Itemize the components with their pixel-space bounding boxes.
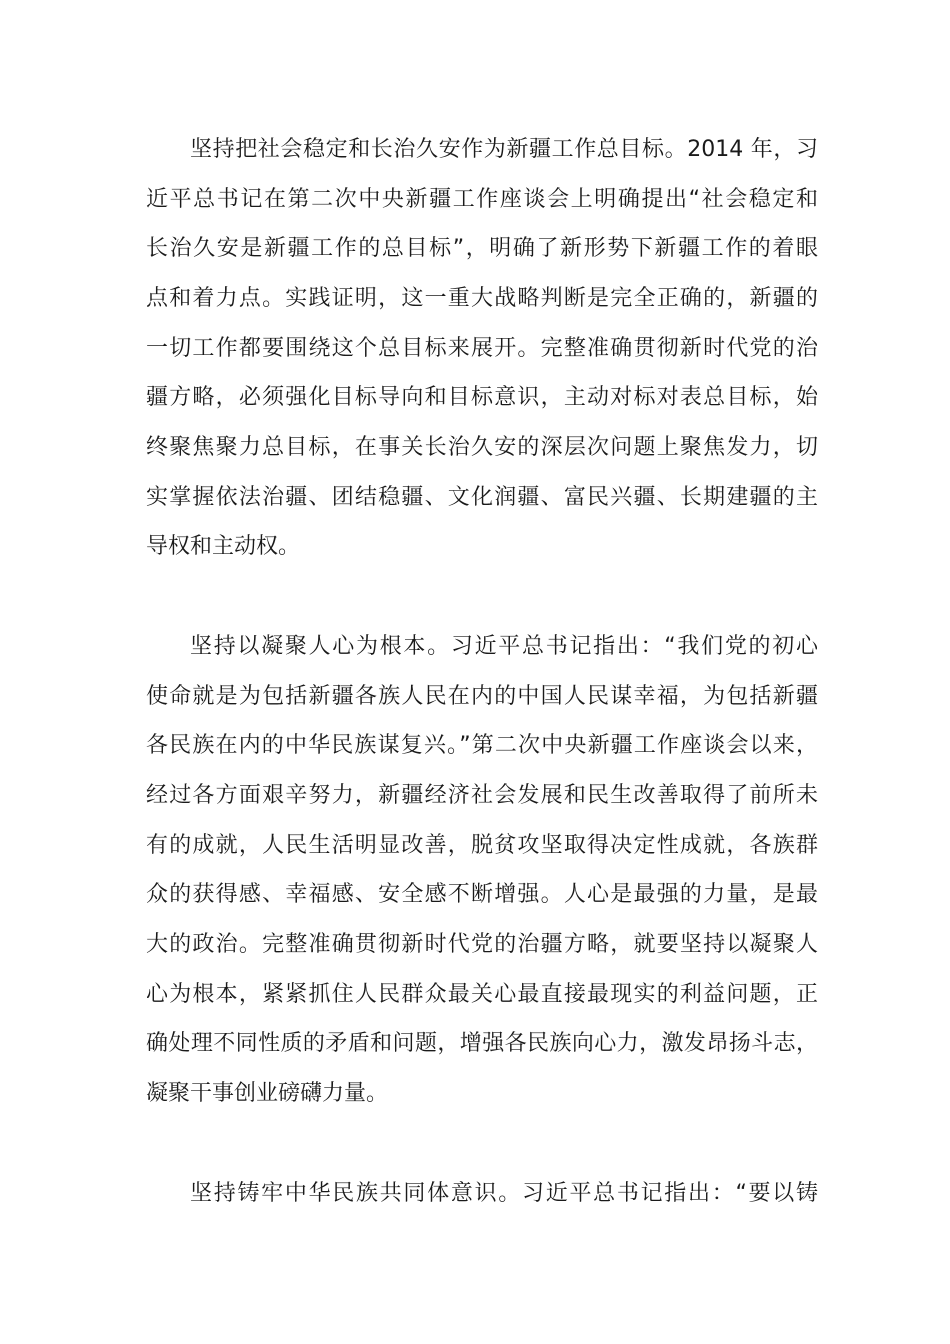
paragraph-line: 众的获得感、幸福感、安全感不断增强。人心是最强的力量，是最 bbox=[146, 882, 818, 907]
paragraph-line: 各民族在内的中华民族谋复兴。”第二次中央新疆工作座谈会以来， bbox=[146, 733, 818, 758]
paragraph-line: 近平总书记在第二次中央新疆工作座谈会上明确提出“社会稳定和 bbox=[146, 187, 818, 212]
paragraph-line: 一切工作都要围绕这个总目标来展开。完整准确贯彻新时代党的治 bbox=[146, 336, 818, 361]
paragraph-line: 点和着力点。实践证明，这一重大战略判断是完全正确的，新疆的 bbox=[146, 286, 818, 311]
paragraph-line: 实掌握依法治疆、团结稳疆、文化润疆、富民兴疆、长期建疆的主 bbox=[146, 485, 818, 510]
paragraph-line: 坚持把社会稳定和长治久安作为新疆工作总目标。2014 年，习 bbox=[190, 137, 818, 162]
paragraph-line: 坚持以凝聚人心为根本。习近平总书记指出：“我们党的初心 bbox=[190, 634, 818, 659]
paragraph-line: 经过各方面艰辛努力，新疆经济社会发展和民生改善取得了前所未 bbox=[146, 783, 818, 808]
paragraph-line: 终聚焦聚力总目标，在事关长治久安的深层次问题上聚焦发力，切 bbox=[146, 435, 818, 460]
paragraph-line: 使命就是为包括新疆各族人民在内的中国人民谋幸福，为包括新疆 bbox=[146, 684, 818, 709]
paragraph-line: 坚持铸牢中华民族共同体意识。习近平总书记指出：“要以铸 bbox=[190, 1181, 818, 1206]
paragraph-line: 确处理不同性质的矛盾和问题，增强各民族向心力，激发昂扬斗志， bbox=[146, 1031, 818, 1056]
paragraph-line: 大的政治。完整准确贯彻新时代党的治疆方略，就要坚持以凝聚人 bbox=[146, 932, 818, 957]
paragraph-line: 凝聚干事创业磅礴力量。 bbox=[146, 1081, 389, 1106]
paragraph-line: 疆方略，必须强化目标导向和目标意识，主动对标对表总目标，始 bbox=[146, 385, 818, 410]
paragraph-line: 导权和主动权。 bbox=[146, 534, 301, 559]
paragraph-line: 有的成就，人民生活明显改善，脱贫攻坚取得决定性成就，各族群 bbox=[146, 833, 818, 858]
paragraph-line: 长治久安是新疆工作的总目标”，明确了新形势下新疆工作的着眼 bbox=[146, 236, 818, 261]
paragraph-line: 心为根本，紧紧抓住人民群众最关心最直接最现实的利益问题，正 bbox=[146, 982, 818, 1007]
